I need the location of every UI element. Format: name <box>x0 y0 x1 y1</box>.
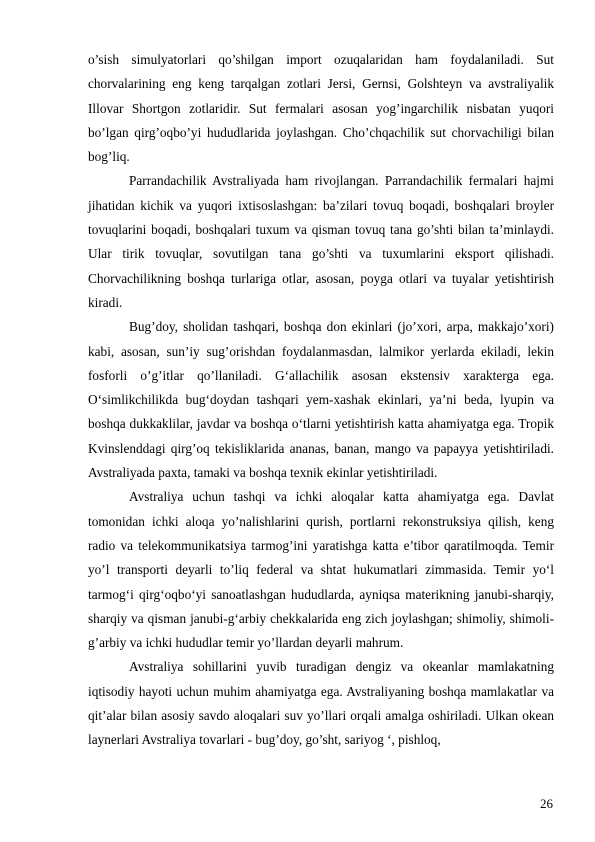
document-page <box>88 48 554 753</box>
paragraph-dairy: o’sish simulyatorlari qo’shilgan import ozuqalaridan ham foydalaniladi. Sut chorvalarining eng keng tarqalgan zotlari Jersi, Gernsi, Golshteyn va avstraliyalik Illovar Shortgon zotlaridir. Sut fermalari asosan yog’ingarchilik nisbatan yuqori bo’lgan qirg’oqbo’yi hududlarida joylashgan. Cho’chqachilik sut chorvachiligi bilan bog’liq. <box>88 52 554 165</box>
paragraph-poultry: Parrandachilik Avstraliyada ham rivojlangan. Parrandachilik fermalari hajmi jihatidan kichik va yuqori ixtisoslashgan: ba’zilari tovuq boqadi, boshqalari broyler tovuqlarini boqadi, boshqalari tuxum va qisman tovuq tana go’shti bilan ta’minlaydi. Ular tirik tovuqlar, sovutilgan tana go’shti va tuxumlarini eksport qilishadi. Chorvachilikning boshqa turlariga otlar, asosan, poyga otlari va tuyalar yetishtirish kiradi. <box>88 173 554 310</box>
paragraph-maritime: Avstraliya sohillarini yuvib turadigan dengiz va okeanlar mamlakatning iqtisodiy hayoti uchun muhim ahamiyatga ega. Avstraliyaning boshqa mamlakatlar va qit’alar bilan asosiy savdo aloqalari suv yo’llari orqali amalga oshiriladi. Ulkan okean laynerlari Avstraliya tovarlari - bug’doy, go’sht, sariyog ‘, pishloq, <box>88 659 554 748</box>
paragraph-crops: Bug’doy, sholidan tashqari, boshqa don ekinlari (jo’xori, arpa, makkajo’xori) kabi, asosan, sun’iy sug’orishdan foydalanmasdan, lalmikor yerlarda ekiladi, lekin fosforli o’g’itlar qo’llaniladi. G‘allachilik asosan ekstensiv xarakterga ega. O‘simlikchilikda bug‘doydan tashqari yem-xashak ekinlari, ya’ni beda, lyupin va boshqa dukkaklilar, javdar va boshqa o‘tlarni yetishtirish katta ahamiyatga ega. Tropik Kvinslenddagi qirg’oq tekisliklarida ananas, banan, mango va papayya yetishtiriladi. Avstraliyada paxta, tamaki va boshqa texnik ekinlar yetishtiriladi. <box>88 319 554 481</box>
paragraph-communications: Avstraliya uchun tashqi va ichki aloqalar katta ahamiyatga ega. Davlat tomonidan ichki aloqa yo’nalishlarini qurish, portlarni rekonstruksiya qilish, keng radio va telekommunikatsiya tarmog’ini yaratishga katta e’tibor qaratilmoqda. Temir yo’l transporti deyarli to’liq federal va shtat hukumatlari zimmasida. Temir yo‘l tarmog‘i qirg‘oqbo‘yi sanoatlashgan hududlarda, ayniqsa materikning janubi-sharqiy, sharqiy va qisman janubi-g‘arbiy chekkalarida eng zich joylashgan; shimoliy, shimoli-g’arbiy va ichki hududlar temir yo’llardan deyarli mahrum. <box>88 489 554 651</box>
page-number: 26 <box>540 796 553 811</box>
